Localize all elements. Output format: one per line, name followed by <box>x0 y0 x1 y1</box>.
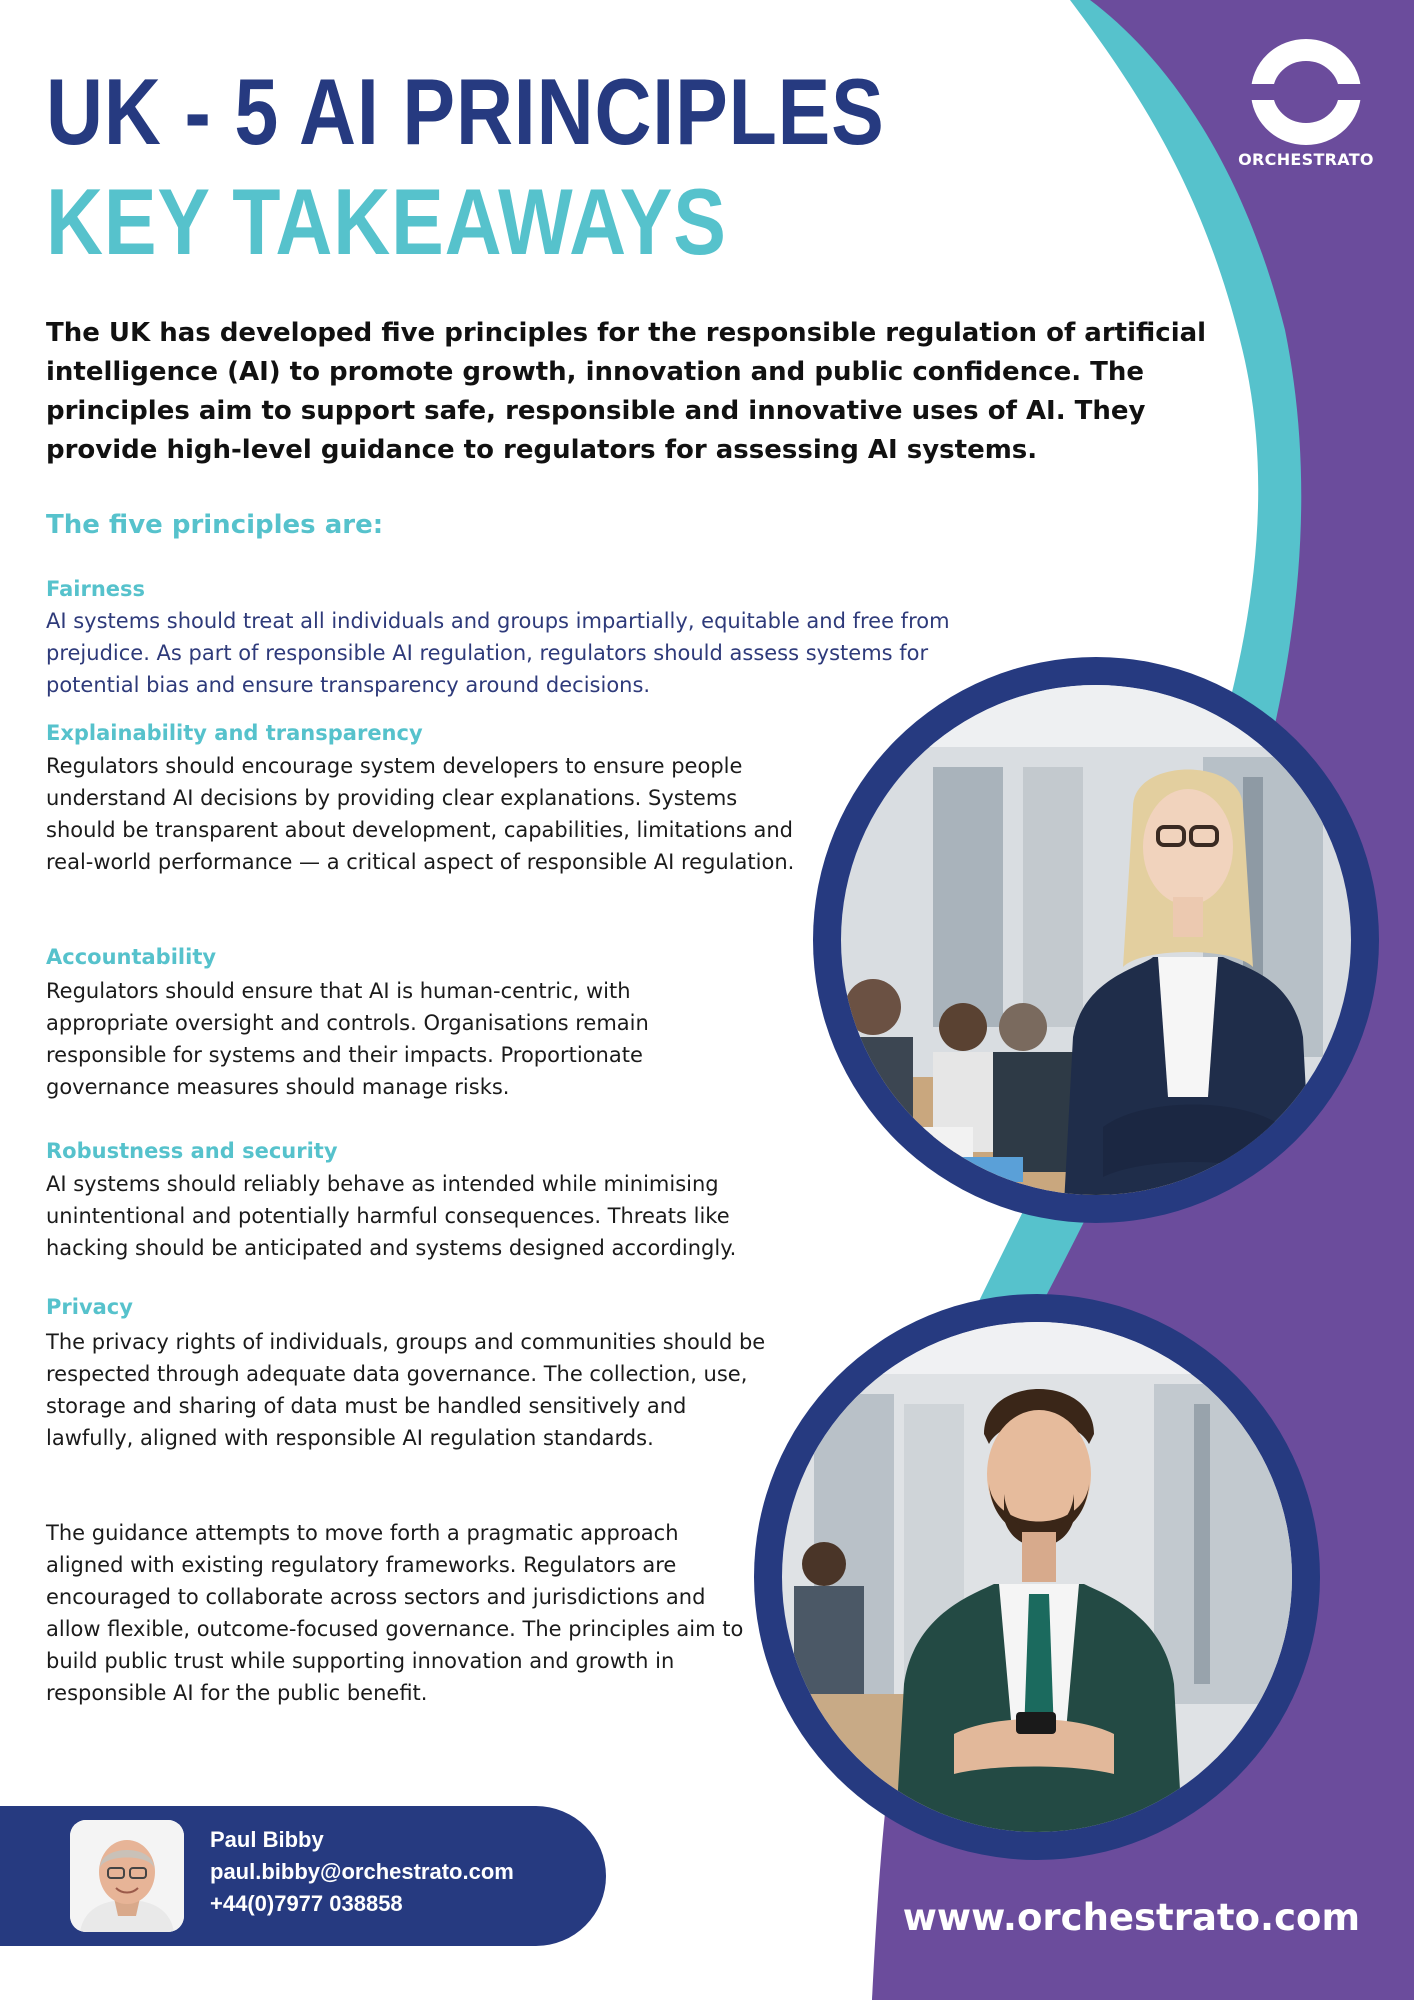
intro-paragraph: The UK has developed five principles for the responsible regulation of artificial intelligence (AI) to promote growth, innovation and public confidence. The principles aim to support safe, responsible and innovative uses of AI. They provide high-level guidance to regulators for assessing AI systems. <box>46 318 1207 465</box>
title-line-2: KEY TAKEAWAYS <box>46 169 727 274</box>
principle-title-explainability: Explainability and transparency <box>46 721 423 745</box>
contact-card <box>0 1806 606 1946</box>
avatar-portrait <box>70 1820 184 1932</box>
principle-body-fairness: AI systems should treat all individuals and groups impartially, equitable and free from prejudice. As part of responsible AI regulation, regulators should assess systems for potential bias and ensure transparency around decisions. <box>46 609 950 697</box>
principles-heading: The five principles are: <box>46 510 384 540</box>
photo-businesswoman <box>813 657 1379 1223</box>
principle-title-fairness: Fairness <box>46 577 146 601</box>
avatar <box>70 1820 184 1932</box>
principle-body-robustness: AI systems should reliably behave as intended while minimising unintentional and potentially harmful consequences. Threats like hacking should be anticipated and systems designed accordingly. <box>46 1172 737 1260</box>
website-link[interactable]: www.orchestrato.com <box>902 1896 1360 1939</box>
contact-email[interactable]: paul.bibby@orchestrato.com <box>210 1859 514 1884</box>
principle-title-accountability: Accountability <box>46 945 217 969</box>
principle-body-privacy: The privacy rights of individuals, groups and communities should be respected through adequate data governance. The collection, use, storage and sharing of data must be handled sensitively and lawfully, aligned with responsible AI regulation standards. <box>46 1330 766 1450</box>
principle-title-robustness: Robustness and security <box>46 1139 338 1163</box>
contact-phone[interactable]: +44(0)7977 038858 <box>210 1891 403 1916</box>
photo-businessman <box>754 1294 1320 1860</box>
contact-name: Paul Bibby <box>210 1827 324 1852</box>
principle-body-explainability: Regulators should encourage system developers to ensure people understand AI decisions by providing clear explanations. Systems should be transparent about development, capabilities, limitations and real-world performance — a critical aspect of responsible AI regulation. <box>46 754 795 874</box>
title-line-1: UK - 5 AI PRINCIPLES <box>46 59 885 164</box>
orchestrato-ring-icon <box>1250 38 1362 146</box>
closing-paragraph: The guidance attempts to move forth a pragmatic approach aligned with existing regulatory frameworks. Regulators are encouraged to collaborate across sectors and jurisdictions and allow flexible, outcome-focused governance. The principles aim to build public trust while supporting innovation and growth in responsible AI for the public benefit. <box>46 1521 744 1705</box>
orchestrato-logo[interactable] <box>1226 38 1386 169</box>
contact-details <box>210 1824 514 1920</box>
logo-wordmark: ORCHESTRATO <box>1238 150 1374 169</box>
principle-title-privacy: Privacy <box>46 1295 133 1319</box>
principle-body-accountability: Regulators should ensure that AI is human-centric, with appropriate oversight and controls. Organisations remain responsible for systems and their impacts. Proportionate governance measures should manage risks. <box>46 979 649 1099</box>
